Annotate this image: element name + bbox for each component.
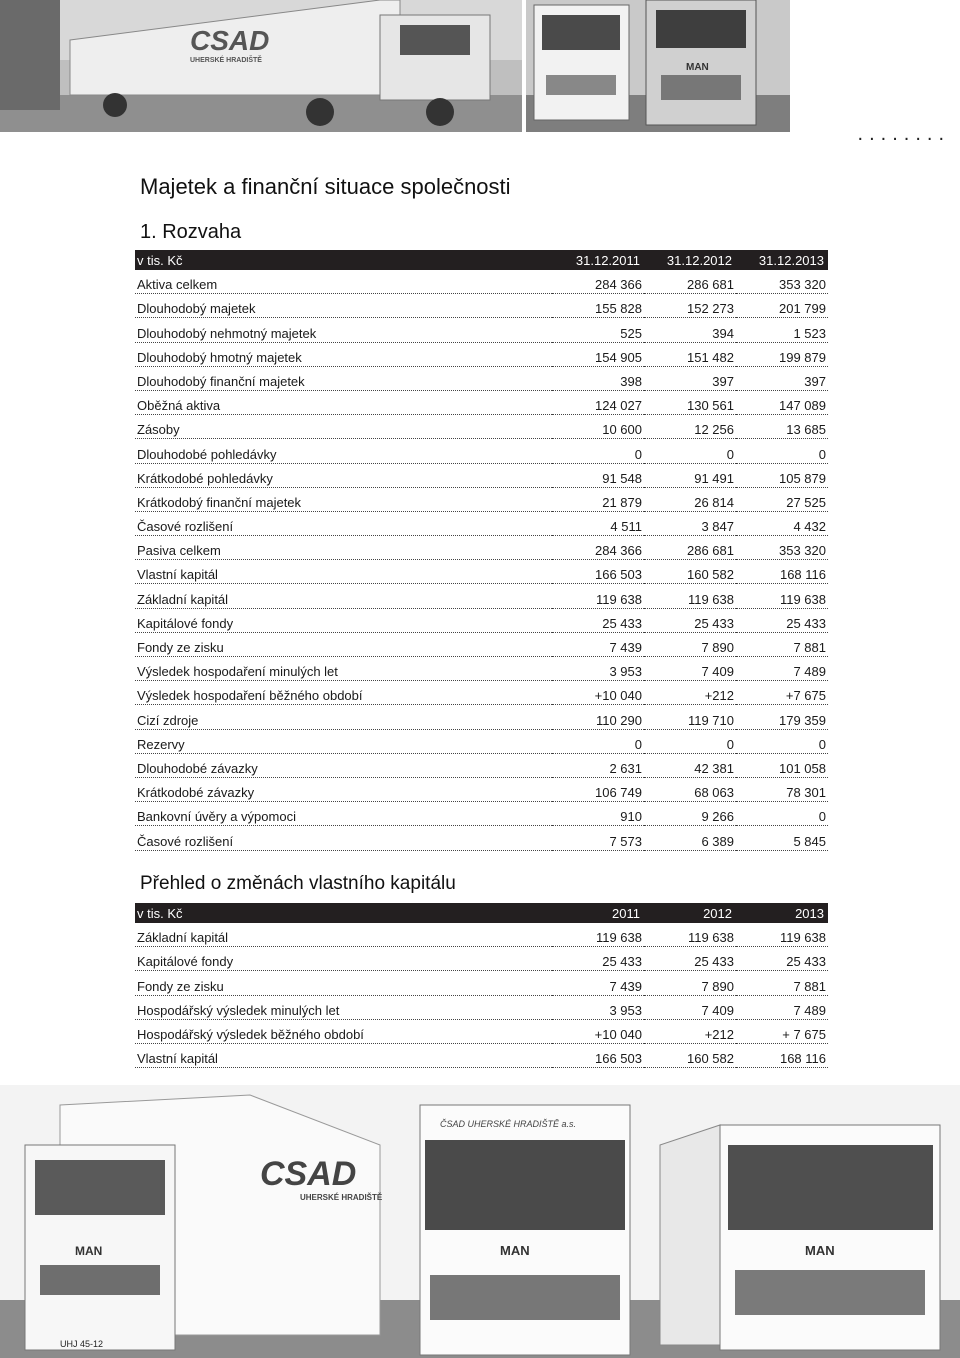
table-row (135, 512, 828, 536)
cell-value: 78 301 (736, 785, 828, 802)
cell-value: 119 638 (736, 930, 828, 947)
unit-label: v tis. Kč (137, 905, 183, 921)
csad-logo-subtext: UHERSKÉ HRADIŠTĚ (300, 1193, 383, 1202)
row-label: Dlouhodobý majetek (135, 301, 552, 318)
table-row (135, 947, 828, 971)
cell-value: 353 320 (736, 277, 828, 294)
cell-value: 397 (644, 374, 736, 391)
column-header: 31.12.2012 (666, 252, 732, 268)
row-label: Rezervy (135, 737, 552, 754)
page-title: Majetek a finanční situace společnosti (140, 174, 511, 199)
row-label: Aktiva celkem (135, 277, 552, 294)
cell-value: 25 433 (644, 954, 736, 971)
cell-value: 7 890 (644, 979, 736, 996)
cell-value: 7 409 (644, 664, 736, 681)
cell-value: 27 525 (736, 495, 828, 512)
cell-value: 130 561 (644, 398, 736, 415)
row-label: Krátkodobý finanční majetek (135, 495, 552, 512)
balance-table (135, 250, 828, 851)
table-row (135, 657, 828, 681)
table-row (135, 367, 828, 391)
two-trucks-illustration (526, 0, 790, 132)
cell-value: 199 879 (736, 350, 828, 367)
man-badge-text: MAN (805, 1243, 835, 1258)
row-label: Dlouhodobý nehmotný majetek (135, 326, 552, 343)
cell-value: 3 953 (552, 1003, 644, 1020)
cell-value: 68 063 (644, 785, 736, 802)
cell-value: 2 631 (552, 761, 644, 778)
row-label: Dlouhodobé pohledávky (135, 447, 552, 464)
cell-value: +10 040 (552, 1027, 644, 1044)
column-header: 2013 (795, 905, 824, 921)
cell-value: 7 881 (736, 640, 828, 657)
row-label: Hospodářský výsledek běžného období (135, 1027, 552, 1044)
row-label: Fondy ze zisku (135, 979, 552, 996)
cell-value: 7 881 (736, 979, 828, 996)
row-label: Vlastní kapitál (135, 567, 552, 584)
cell-value: 179 359 (736, 713, 828, 730)
cell-value: + 7 675 (736, 1027, 828, 1044)
unit-label: v tis. Kč (137, 252, 183, 268)
bottom-trucks-illustration (0, 1085, 960, 1358)
cell-value: 525 (552, 326, 644, 343)
cell-value: 0 (736, 737, 828, 754)
cell-value: 7 489 (736, 664, 828, 681)
row-label: Dlouhodobý hmotný majetek (135, 350, 552, 367)
cell-value: 0 (736, 447, 828, 464)
two-trucks-photo (526, 0, 790, 132)
cell-value: 168 116 (736, 1051, 828, 1068)
cell-value: 1 523 (736, 326, 828, 343)
cell-value: 42 381 (644, 761, 736, 778)
man-badge-text: MAN (75, 1244, 103, 1258)
cell-value: 166 503 (552, 1051, 644, 1068)
row-label: Dlouhodobé závazky (135, 761, 552, 778)
cell-value: +10 040 (552, 688, 644, 705)
cell-value: 26 814 (644, 495, 736, 512)
cell-value: 25 433 (736, 616, 828, 633)
table-row (135, 705, 828, 729)
cell-value: 119 638 (736, 592, 828, 609)
row-label: Výsledek hospodaření běžného období (135, 688, 552, 705)
cell-value: 284 366 (552, 277, 644, 294)
table-row (135, 270, 828, 294)
cell-value: 25 433 (736, 954, 828, 971)
balance-table-body (135, 270, 828, 851)
row-label: Časové rozlišení (135, 519, 552, 536)
cell-value: 119 638 (552, 592, 644, 609)
cell-value: 166 503 (552, 567, 644, 584)
column-header: 31.12.2013 (758, 252, 824, 268)
cell-value: 0 (644, 447, 736, 464)
column-header: 31.12.2011 (575, 252, 640, 268)
row-label: Časové rozlišení (135, 834, 552, 851)
row-label: Pasiva celkem (135, 543, 552, 560)
table-row (135, 923, 828, 947)
row-label: Bankovní úvěry a výpomoci (135, 809, 552, 826)
table-row (135, 996, 828, 1020)
cell-value: 0 (644, 737, 736, 754)
balance-table-header (135, 250, 828, 270)
cell-value: 91 491 (644, 471, 736, 488)
cell-value: 286 681 (644, 543, 736, 560)
cell-value: +7 675 (736, 688, 828, 705)
cell-value: 168 116 (736, 567, 828, 584)
decorative-dots: ........ (857, 123, 950, 145)
table-row (135, 294, 828, 318)
table-row (135, 343, 828, 367)
cell-value: 7 890 (644, 640, 736, 657)
equity-table (135, 903, 828, 1068)
cell-value: 5 845 (736, 834, 828, 851)
csad-logo-subtext: UHERSKÉ HRADIŠTĚ (190, 57, 262, 64)
man-badge-text: MAN (686, 62, 709, 73)
table-row (135, 536, 828, 560)
cell-value: 0 (552, 447, 644, 464)
cell-value: 154 905 (552, 350, 644, 367)
cell-value: 3 953 (552, 664, 644, 681)
table-row (135, 730, 828, 754)
row-label: Kapitálové fondy (135, 616, 552, 633)
cell-value: 353 320 (736, 543, 828, 560)
cell-value: 0 (552, 737, 644, 754)
cell-value: 10 600 (552, 422, 644, 439)
table-row (135, 826, 828, 850)
table-row (135, 415, 828, 439)
row-label: Oběžná aktiva (135, 398, 552, 415)
csad-logo-text: CSAD (190, 25, 270, 56)
cell-value: 119 638 (552, 930, 644, 947)
row-label: Hospodářský výsledek minulých let (135, 1003, 552, 1020)
table-row (135, 633, 828, 657)
cell-value: 7 409 (644, 1003, 736, 1020)
cell-value: +212 (644, 1027, 736, 1044)
cell-value: 7 573 (552, 834, 644, 851)
table-row (135, 318, 828, 342)
cell-value: 147 089 (736, 398, 828, 415)
table-row (135, 439, 828, 463)
table-row (135, 488, 828, 512)
cell-value: 151 482 (644, 350, 736, 367)
cell-value: 201 799 (736, 301, 828, 318)
bottom-trucks-photo (0, 1085, 960, 1358)
table-row (135, 971, 828, 995)
equity-table-body (135, 923, 828, 1068)
cell-value: 7 489 (736, 1003, 828, 1020)
row-label: Zásoby (135, 422, 552, 439)
top-photo-band (0, 0, 790, 132)
row-label: Dlouhodobý finanční majetek (135, 374, 552, 391)
license-plate-text: UHJ 45-12 (60, 1339, 104, 1349)
table-row (135, 802, 828, 826)
table-row (135, 609, 828, 633)
table-row (135, 1044, 828, 1068)
table-row (135, 391, 828, 415)
cell-value: 110 290 (552, 713, 644, 730)
table-row (135, 778, 828, 802)
cell-value: 152 273 (644, 301, 736, 318)
cell-value: 101 058 (736, 761, 828, 778)
truck-trailer-illustration (0, 0, 522, 132)
man-badge-text: MAN (500, 1243, 530, 1258)
cell-value: 397 (736, 374, 828, 391)
cell-value: 284 366 (552, 543, 644, 560)
cell-value: 25 433 (552, 616, 644, 633)
row-label: Krátkodobé závazky (135, 785, 552, 802)
cell-value: 25 433 (644, 616, 736, 633)
cell-value: 286 681 (644, 277, 736, 294)
cell-value: 119 710 (644, 713, 736, 730)
cell-value: 13 685 (736, 422, 828, 439)
row-label: Kapitálové fondy (135, 954, 552, 971)
cell-value: 160 582 (644, 1051, 736, 1068)
cell-value: 124 027 (552, 398, 644, 415)
row-label: Krátkodobé pohledávky (135, 471, 552, 488)
cell-value: 155 828 (552, 301, 644, 318)
cell-value: 91 548 (552, 471, 644, 488)
cell-value: 394 (644, 326, 736, 343)
cell-value: 3 847 (644, 519, 736, 536)
cell-value: 4 511 (552, 519, 644, 536)
cell-value: +212 (644, 688, 736, 705)
table-row (135, 754, 828, 778)
equity-table-header (135, 903, 828, 923)
row-label: Základní kapitál (135, 930, 552, 947)
cell-value: 119 638 (644, 592, 736, 609)
table-row (135, 464, 828, 488)
cell-value: 105 879 (736, 471, 828, 488)
row-label: Vlastní kapitál (135, 1051, 552, 1068)
table-row (135, 560, 828, 584)
cell-value: 9 266 (644, 809, 736, 826)
table-row (135, 1020, 828, 1044)
table-row (135, 681, 828, 705)
cell-value: 119 638 (644, 930, 736, 947)
cell-value: 7 439 (552, 640, 644, 657)
row-label: Výsledek hospodaření minulých let (135, 664, 552, 681)
truck-banner-text: ČSAD UHERSKÉ HRADIŠTĚ a.s. (440, 1119, 577, 1129)
row-label: Cizí zdroje (135, 713, 552, 730)
cell-value: 106 749 (552, 785, 644, 802)
column-header: 2011 (612, 905, 640, 921)
section-heading-equity: Přehled o změnách vlastního kapitálu (140, 873, 456, 894)
table-row (135, 584, 828, 608)
cell-value: 6 389 (644, 834, 736, 851)
cell-value: 398 (552, 374, 644, 391)
cell-value: 12 256 (644, 422, 736, 439)
cell-value: 7 439 (552, 979, 644, 996)
cell-value: 910 (552, 809, 644, 826)
column-header: 2012 (703, 905, 732, 921)
cell-value: 4 432 (736, 519, 828, 536)
cell-value: 21 879 (552, 495, 644, 512)
cell-value: 25 433 (552, 954, 644, 971)
cell-value: 160 582 (644, 567, 736, 584)
row-label: Základní kapitál (135, 592, 552, 609)
row-label: Fondy ze zisku (135, 640, 552, 657)
truck-trailer-photo (0, 0, 522, 132)
section-heading-balance: 1. Rozvaha (140, 221, 242, 243)
cell-value: 0 (736, 809, 828, 826)
csad-logo-text: CSAD (260, 1155, 357, 1193)
